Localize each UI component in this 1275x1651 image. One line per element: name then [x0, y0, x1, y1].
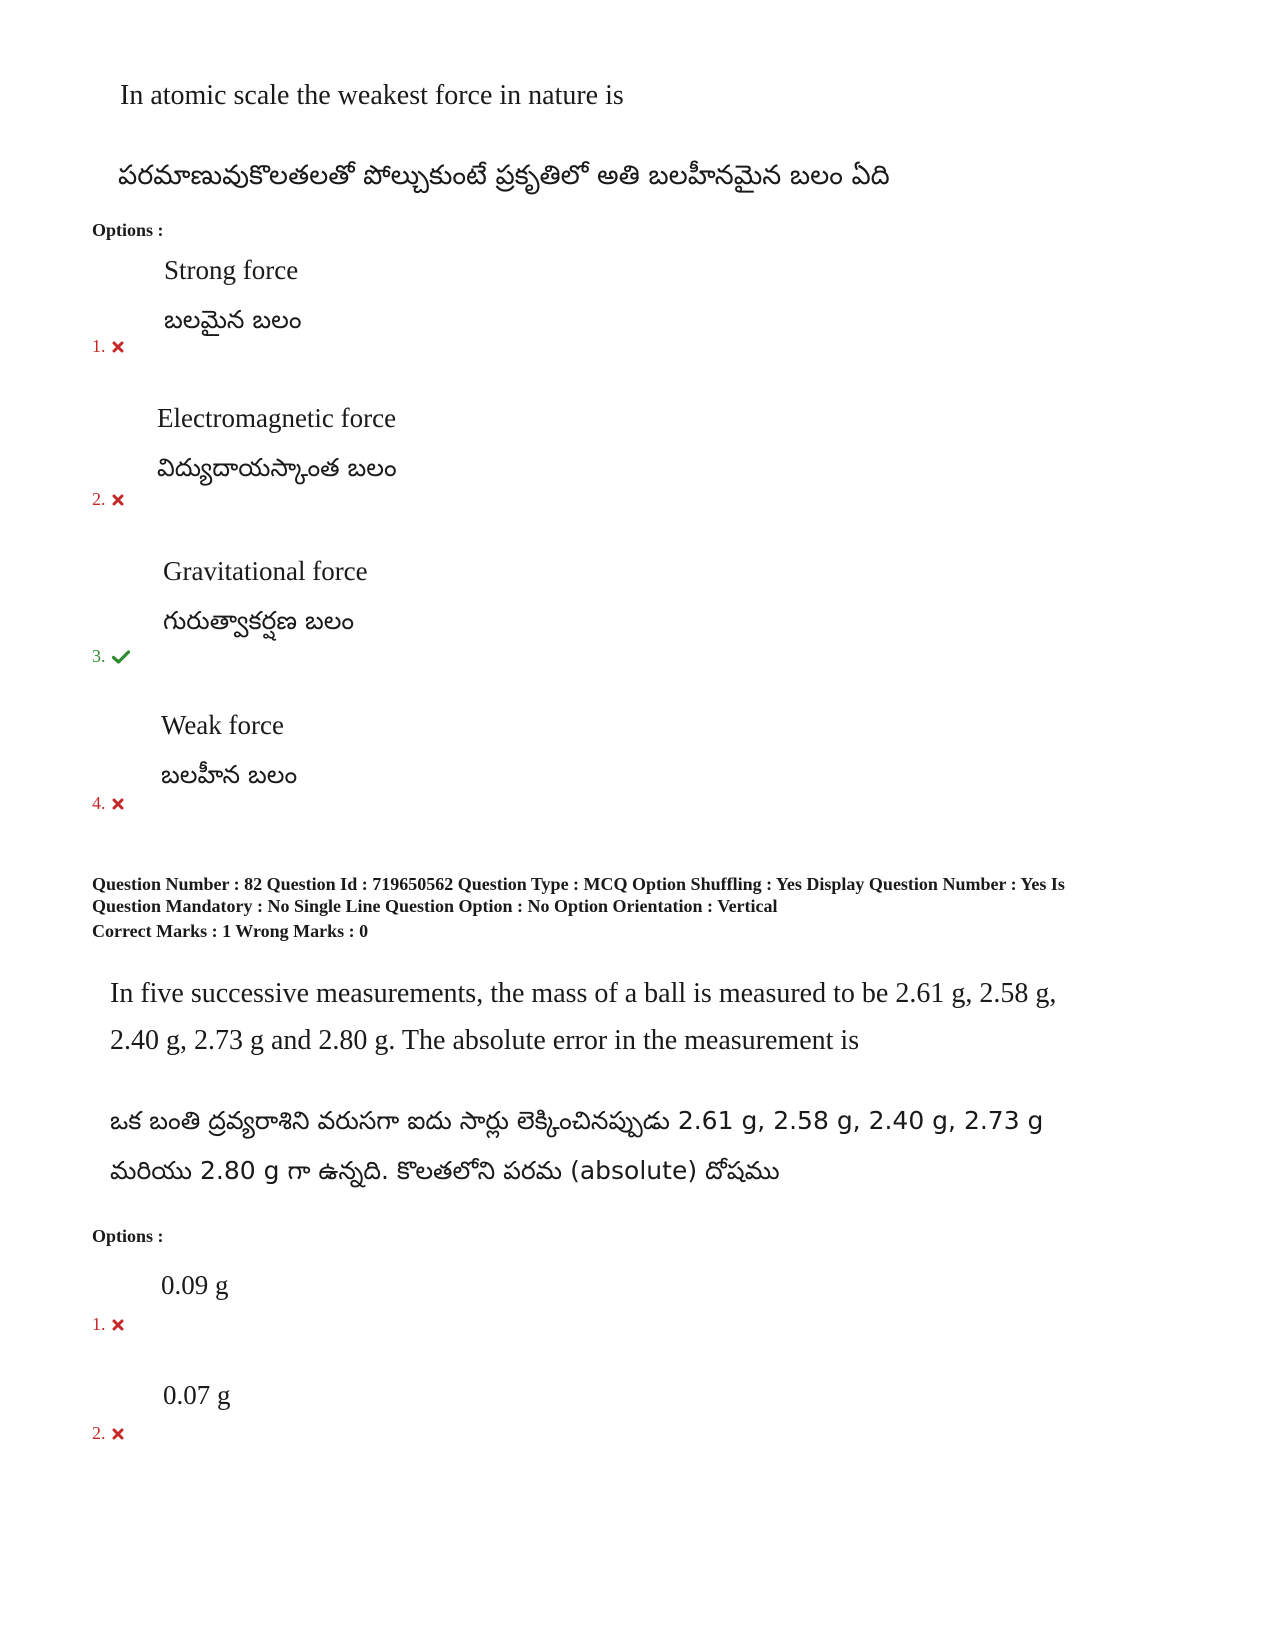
option-marker [92, 489, 124, 510]
option-number: 4. [92, 793, 106, 813]
question-marks: Correct Marks : 1 Wrong Marks : 0 [92, 921, 369, 941]
option-number: 2. [92, 489, 106, 509]
option-marker [92, 646, 130, 667]
option-text-te: బలహీన బలం [161, 760, 298, 789]
option-number: 1. [92, 1314, 106, 1334]
option-number: 1. [92, 336, 106, 356]
question-text-en: In atomic scale the weakest force in nature is [120, 80, 624, 111]
question-meta-line: Question Mandatory : No Single Line Question Option : No Option Orientation : Vertical [92, 896, 778, 916]
cross-icon [112, 798, 124, 810]
option-number: 2. [92, 1423, 106, 1443]
question-text-te: పరమాణువుకొలతలతో పోల్చుకుంటే ప్రకృతిలో అతి బలహీనమైన బలం ఏది [118, 160, 890, 191]
question-text-te: మరియు 2.80 g గా ఉన్నది. కొలతలోని పరమ (absolute) దోషము [110, 1156, 780, 1185]
option-marker [92, 793, 124, 814]
question-text-en: In five successive measurements, the mass of a ball is measured to be 2.61 g, 2.58 g, [110, 978, 1057, 1009]
question-text-te: ఒక బంతి ద్రవ్యరాశిని వరుసగా ఐదు సార్లు లెక్కించినప్పుడు 2.61 g, 2.58 g, 2.40 g, 2.73 g [110, 1106, 1044, 1135]
option-text-en: Electromagnetic force [157, 403, 397, 433]
option-marker [92, 336, 124, 357]
option-text-en: 0.07 g [163, 1380, 231, 1410]
cross-icon [112, 341, 124, 353]
option-marker [92, 1314, 124, 1335]
option-text-te: గురుత్వాకర్షణ బలం [163, 606, 355, 635]
option-marker [92, 1423, 124, 1444]
option-text-en: Strong force [164, 255, 299, 285]
question-meta-line: Question Number : 82 Question Id : 719650562 Question Type : MCQ Option Shuffling : Yes Display Question Number : Yes Is [92, 874, 1065, 894]
question-text-en: 2.40 g, 2.73 g and 2.80 g. The absolute error in the measurement is [110, 1025, 860, 1056]
option-text-en: Weak force [161, 710, 284, 740]
option-text-en: Gravitational force [163, 556, 368, 586]
cross-icon [112, 494, 124, 506]
option-number: 3. [92, 646, 106, 666]
option-text-te: విద్యుదాయస్కాంత బలం [157, 453, 397, 482]
option-text-te: బలమైన బలం [164, 305, 302, 334]
option-text-en: 0.09 g [161, 1270, 229, 1300]
check-icon [112, 650, 130, 664]
options-label: Options : [92, 220, 164, 240]
options-label: Options : [92, 1226, 164, 1246]
cross-icon [112, 1319, 124, 1331]
cross-icon [112, 1428, 124, 1440]
